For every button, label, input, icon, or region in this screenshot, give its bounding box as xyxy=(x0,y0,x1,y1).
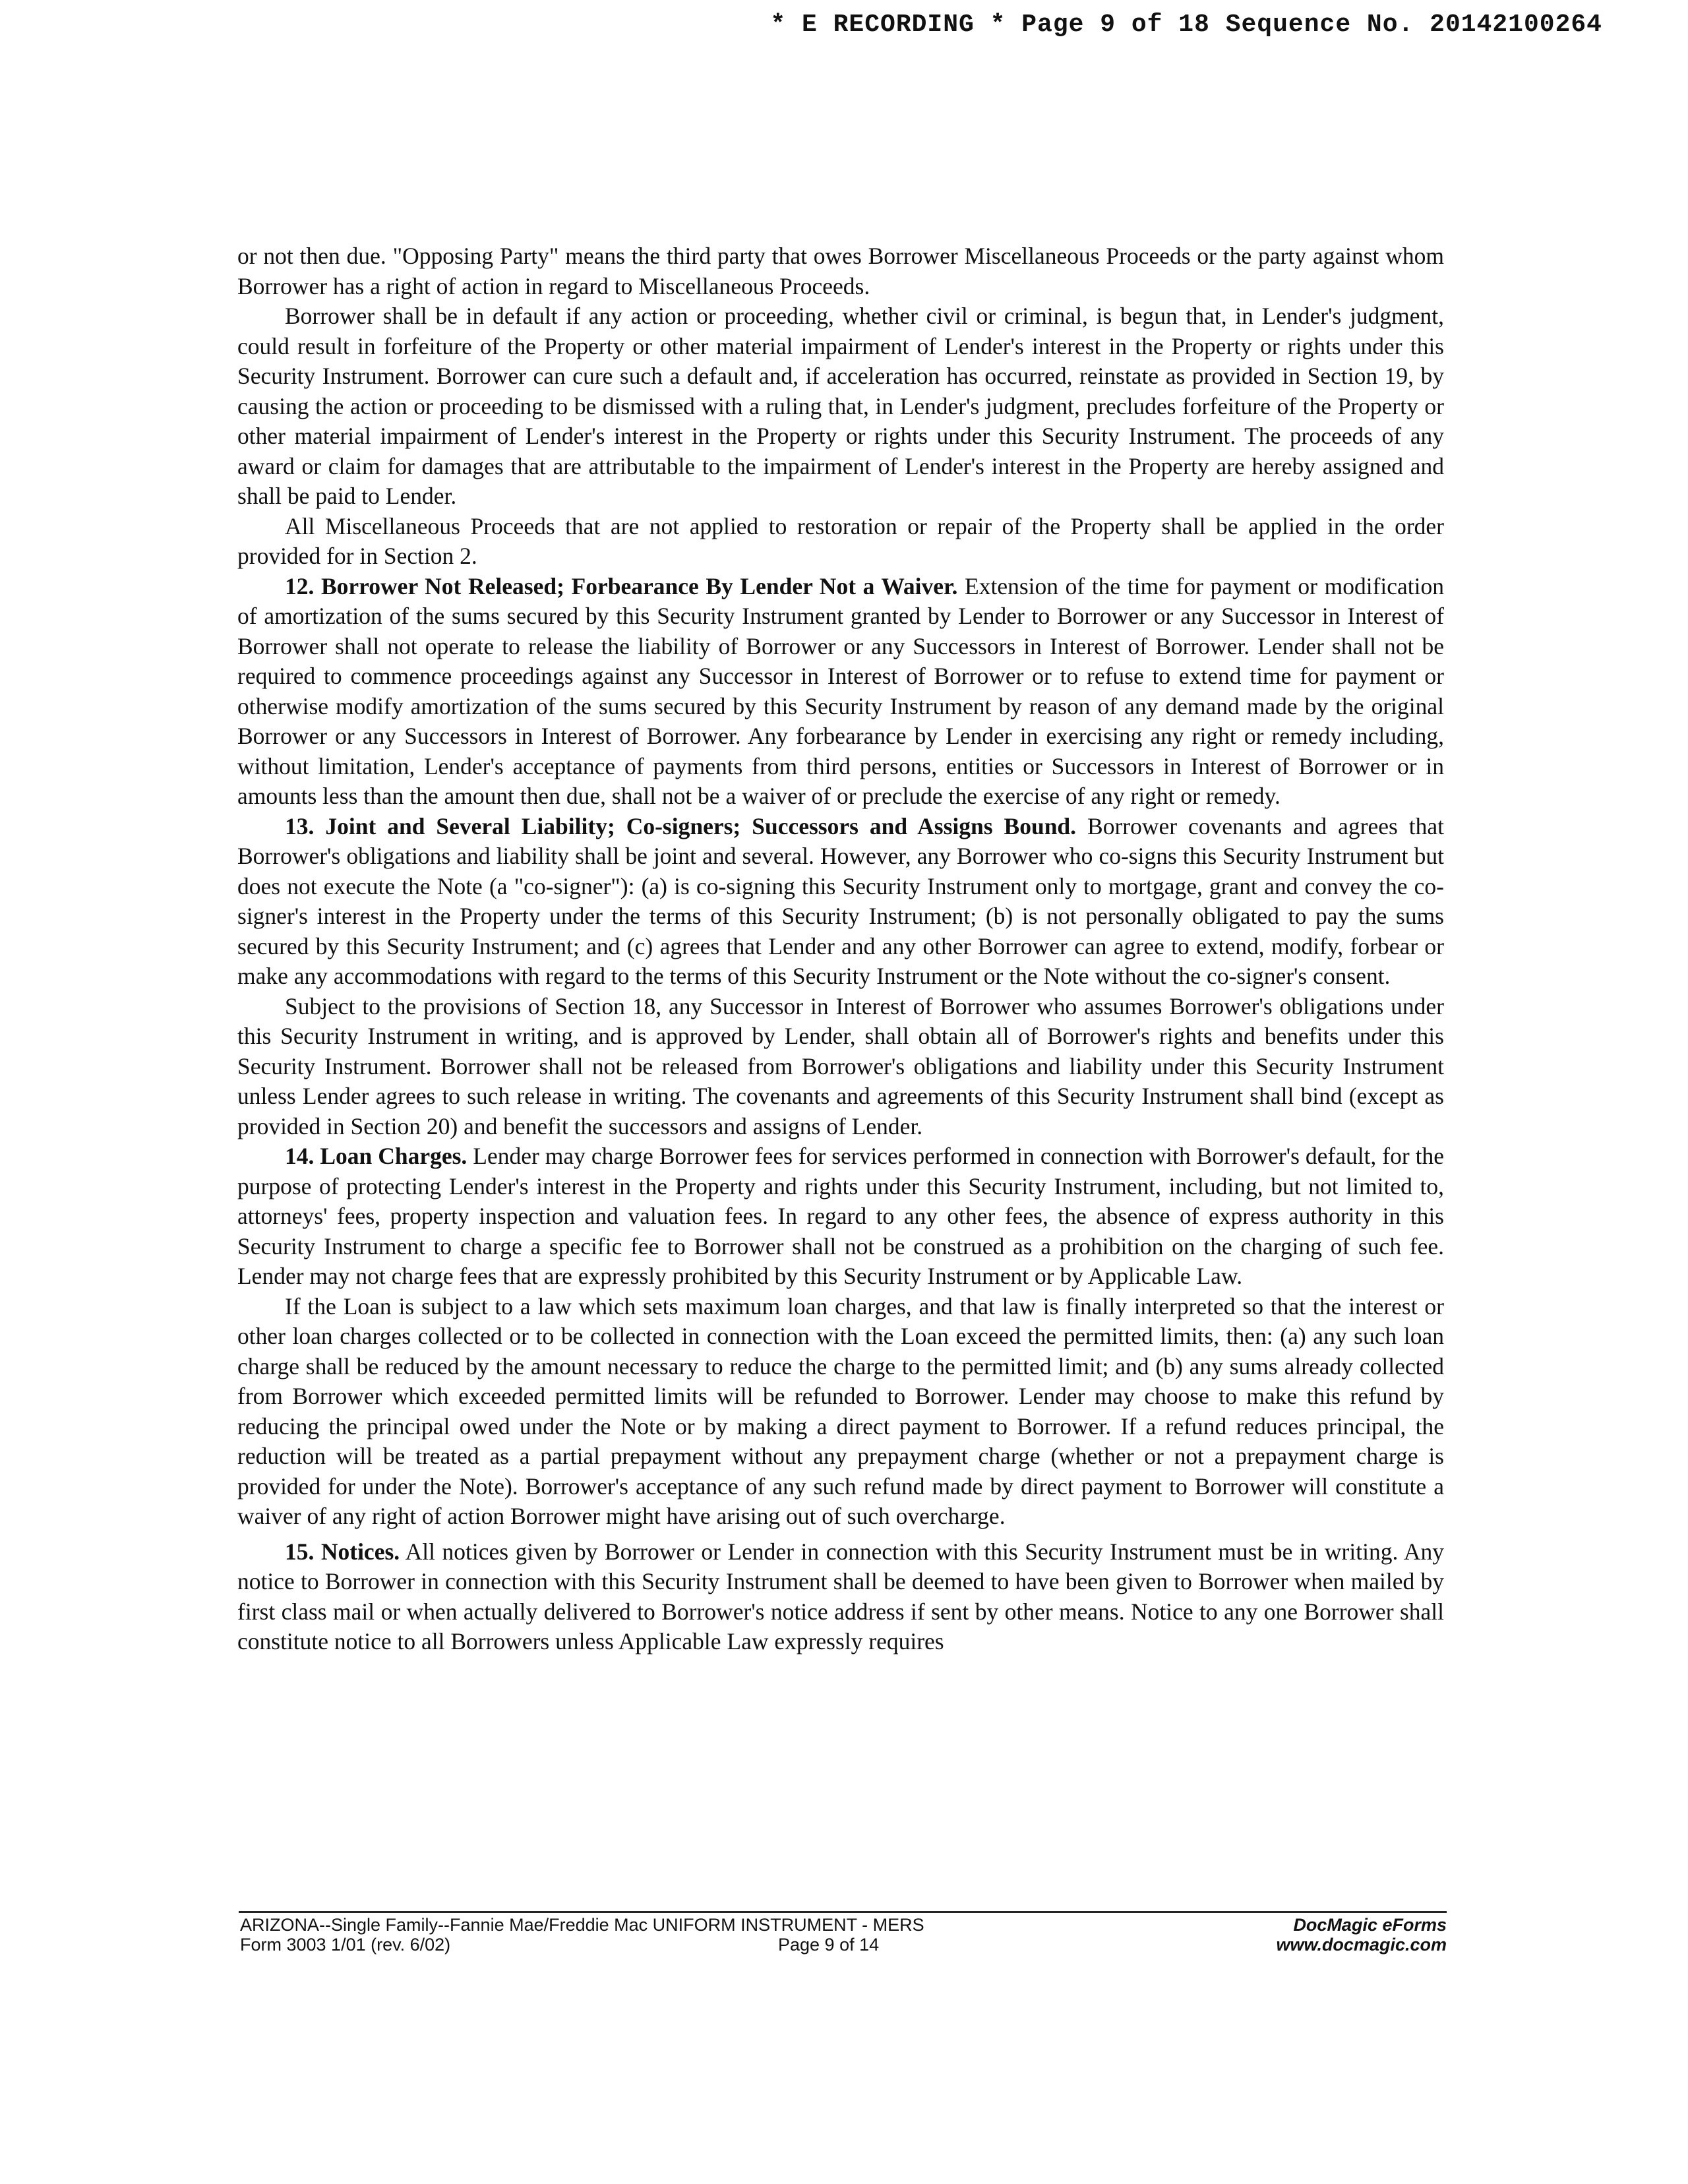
footer-page-number: Page 9 of 14 xyxy=(778,1935,880,1955)
section-13-title: 13. Joint and Several Liability; Co-signers; Successors and Assigns Bound. xyxy=(285,812,1077,839)
section-15-paragraph: 15. Notices. All notices given by Borrower or Lender in connection with this Security Instrument must be in writing. Any notice to Borrower in connection with this Security Instrument shall be deemed to have been given to Borrower when mailed by first class mail or when actually delivered to Borrower's notice address if sent by other means. Notice to any one Borrower shall constitute notice to all Borrowers unless Applicable Law expressly requires xyxy=(237,1538,1444,1654)
footer-form-number: Form 3003 1/01 (rev. 6/02) xyxy=(240,1935,451,1955)
section-14-title: 14. Loan Charges. xyxy=(285,1143,467,1169)
footer-brand xyxy=(1276,1915,1447,1955)
section-12-title: 12. Borrower Not Released; Forbearance By Lender Not a Waiver. xyxy=(285,572,958,599)
section-13-paragraph: 13. Joint and Several Liability; Co-signers; Successors and Assigns Bound. Borrower covenants and agrees that Borrower's obligations and liability shall be joint and several. However, any Borrower who co-signs this Security Instrument but does not execute the Note (a "co-signer"): (a) is co-signing this Security Instrument only to mortgage, grant and convey the co-signer's interest in the Property under the terms of this Security Instrument; (b) is not personally obligated to pay the sums secured by this Security Instrument; and (c) agrees that Lender and any other Borrower can agree to extend, modify, forbear or make any accommodations with regard to the terms of this Security Instrument or the Note without the co-signer's consent. xyxy=(237,812,1444,989)
docmagic-url: www.docmagic.com xyxy=(1276,1935,1447,1955)
section-15-title: 15. Notices. xyxy=(285,1538,400,1565)
paragraph: Subject to the provisions of Section 18, any Successor in Interest of Borrower who assumes Borrower's obligations under this Security Instrument in writing, and is approved by Lender, shall obtain all of Borrower's rights and benefits under this Security Instrument. Borrower shall not be released from Borrower's obligations and liability under this Security Instrument unless Lender agrees to such release in writing. The covenants and agreements of this Security Instrument shall bind (except as provided in Section 20) and benefit the successors and assigns of Lender. xyxy=(237,992,1444,1139)
recording-header: * E RECORDING * Page 9 of 18 Sequence No. 20142100264 xyxy=(770,11,1602,39)
footer-form-title: ARIZONA--Single Family--Fannie Mae/Freddie Mac UNIFORM INSTRUMENT - MERS xyxy=(240,1915,924,1935)
document-body xyxy=(237,241,1444,1657)
paragraph: If the Loan is subject to a law which sets maximum loan charges, and that law is finally interpreted so that the interest or other loan charges collected or to be collected in connection with the Loan exceed the permitted limits, then: (a) any such loan charge shall be reduced by the amount necessary to reduce the charge to the permitted limit; and (b) any sums already collected from Borrower which exceeded permitted limits will be refunded to Borrower. Lender may choose to make this refund by reducing the principal owed under the Note or by making a direct payment to Borrower. If a refund reduces principal, the reduction will be treated as a partial prepayment without any prepayment charge (whether or not a prepayment charge is provided for under the Note). Borrower's acceptance of any such refund made by direct payment to Borrower will constitute a waiver of any right of action Borrower might have arising out of such overcharge. xyxy=(237,1292,1444,1529)
docmagic-logo: DocMagic eForms xyxy=(1293,1915,1447,1935)
footer-divider xyxy=(239,1911,1447,1913)
paragraph: All Miscellaneous Proceeds that are not applied to restoration or repair of the Property shall be applied in the order provided for in Section 2. xyxy=(237,512,1444,569)
paragraph: Borrower shall be in default if any action or proceeding, whether civil or criminal, is begun that, in Lender's judgment, could result in forfeiture of the Property or other material impairment of Lender's interest in the Property or rights under this Security Instrument. Borrower can cure such a default and, if acceleration has occurred, reinstate as provided in Section 19, by causing the action or proceeding to be dismissed with a ruling that, in Lender's judgment, precludes forfeiture of the Property or other material impairment of Lender's interest in the Property or rights under this Security Instrument. The proceeds of any award or claim for damages that are attributable to the impairment of Lender's interest in the Property are hereby assigned and shall be paid to Lender. xyxy=(237,303,1444,509)
section-12-paragraph: 12. Borrower Not Released; Forbearance By Lender Not a Waiver. Extension of the time for payment or modification of amortization of the sums secured by this Security Instrument granted by Lender to Borrower or any Successor in Interest of Borrower shall not operate to release the liability of Borrower or any Successors in Interest of Borrower. Lender shall not be required to commence proceedings against any Successor in Interest of Borrower or to refuse to extend time for payment or otherwise modify amortization of the sums secured by this Security Instrument by reason of any demand made by the original Borrower or any Successors in Interest of Borrower. Any forbearance by Lender in exercising any right or remedy including, without limitation, Lender's acceptance of payments from third persons, entities or Successors in Interest of Borrower or in amounts less than the amount then due, shall not be a waiver of or preclude the exercise of any right or remedy. xyxy=(237,572,1444,809)
section-14-paragraph: 14. Loan Charges. Lender may charge Borrower fees for services performed in connection with Borrower's default, for the purpose of protecting Lender's interest in the Property and rights under this Security Instrument, including, but not limited to, attorneys' fees, property inspection and valuation fees. In regard to any other fees, the absence of express authority in this Security Instrument to charge a specific fee to Borrower shall not be construed as a prohibition on the charging of such fee. Lender may not charge fees that are expressly prohibited by this Security Instrument or by Applicable Law. xyxy=(237,1143,1444,1289)
paragraph: or not then due. "Opposing Party" means the third party that owes Borrower Miscellaneous Proceeds or the party against whom Borrower has a right of action in regard to Miscellaneous Proceeds. xyxy=(237,243,1444,299)
